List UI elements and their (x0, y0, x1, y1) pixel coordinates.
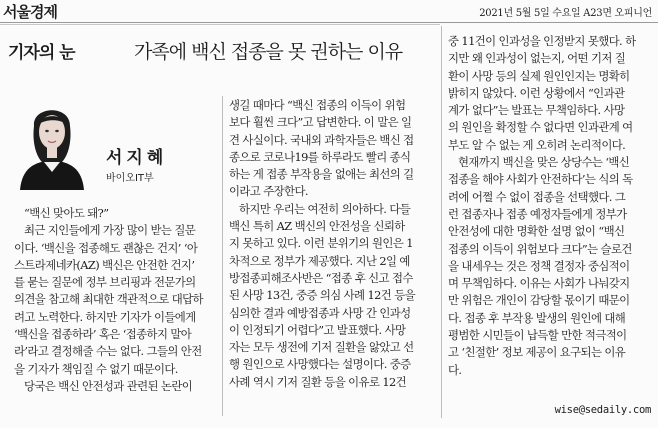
article-column-3 (448, 33, 651, 379)
text-line: 지만 왜 인과성이 없는지, 어떤 기저 질 (448, 51, 626, 66)
text-line: 런 접종자나 접종 예정자들에게 정부가 (448, 206, 627, 221)
text-line: 만 위험은 개인이 감당할 몫이기 때문이 (448, 293, 630, 308)
text-line: 을 내세우는 것은 정책 결정자 중심적이 (448, 258, 630, 273)
text-line: 라’라고 결정해줄 수는 없다. 그들의 안전 (14, 344, 202, 359)
text-line: 고 ‘친절한’ 정보 제공이 요구되는 이유 (448, 345, 626, 360)
reporter-email[interactable]: wise@sedaily.com (554, 404, 651, 416)
text-line: 의견을 참고해 최대한 객관적으로 대답하 (14, 292, 203, 307)
text-line: 려에 어쩔 수 없이 접종을 선택했다. 그 (448, 189, 626, 204)
issue-dateline: 2021년 5월 5일 수요일 A23면 오피니언 (479, 8, 652, 19)
text-line: 지 못하고 있다. 이런 분위기의 원인은 1 (229, 236, 413, 251)
text-line: 행 원인으로 사망했다는 설명이다. 중증 (229, 357, 411, 372)
text-line: 사례 역시 기저 질환 등을 이유로 12건 (229, 374, 407, 389)
text-line: 접종을 해야 사회가 안전하다’는 식의 독 (448, 172, 633, 187)
text-line: 현재까지 백신을 맞은 상당수는 ‘백신 (458, 155, 630, 170)
article-column-2 (229, 97, 433, 391)
text-line: 차적으로 정부가 제공했다. 지난 2일 예 (229, 253, 410, 268)
text-line: 를 묻는 질문에 정부 브리핑과 전문가의 (14, 275, 196, 290)
text-line: 밝히지 않았다. 이런 상황에서 “인과관 (448, 85, 625, 100)
text-line: 다. (448, 362, 462, 377)
text-line: 환이 사망 등의 실제 원인인지는 명확히 (448, 68, 630, 83)
text-line: 스트라제네카(AZ) 백신은 안전한 건지’ (14, 257, 195, 272)
column-divider (441, 26, 442, 418)
text-line: 종으로 코로나19를 하루라도 빨리 종식 (229, 149, 411, 164)
column-label: 기자의 눈 (8, 43, 75, 63)
text-line: 최근 지인들에게 가장 많이 받는 질문 (24, 223, 196, 238)
text-line: 이라고 주장한다. (229, 184, 308, 199)
text-line: 접종의 이득이 위험보다 크다”는 슬로건 (448, 241, 632, 256)
text-line: 보다 훨씬 크다”고 답변한다. 이 말은 일 (229, 115, 412, 130)
text-line: 심의한 결과 예방접종과 사망 간 인과성 (229, 305, 411, 320)
masthead (0, 0, 658, 23)
text-line: 생길 때마다 “백신 접종의 이득이 위험 (229, 98, 406, 112)
text-line: 부도 알 수 없는 게 오히려 논리적이다. (448, 137, 626, 152)
text-line: 이 인정되기 어렵다”고 발표했다. 사망 (229, 322, 406, 337)
text-line: 의 원인을 확정할 수 없다면 인과관계 여 (448, 120, 633, 135)
text-line: 된 사망 13건, 중증 의심 사례 12건 등을 (229, 288, 415, 303)
text-line: 자는 모두 생전에 기저 질환을 앓았고 선 (229, 340, 414, 355)
text-line: 백신 특히 AZ 백신의 안전성을 신뢰하 (229, 219, 405, 234)
text-line: 하는 게 접종 부작용을 없애는 최선의 길 (229, 167, 414, 182)
masthead-rule (0, 24, 440, 25)
text-line: 방접종피해조사반은 “접종 후 신고 접수 (229, 270, 413, 285)
reporter-department: 바이오IT부 (106, 173, 154, 184)
text-line: 계가 없다”는 발표는 무책임하다. 사망 (448, 103, 625, 118)
text-line: “백신 맞아도 돼?” (24, 206, 109, 220)
article-headline: 가족에 백신 접종을 못 권하는 이유 (134, 41, 403, 63)
text-line: 며 무책임하다. 이유는 사회가 나눠갖지 (448, 276, 630, 291)
text-line: 다. 접종 후 부작용 발생의 원인에 대해 (448, 310, 626, 325)
text-line: 려고 노력한다. 하지만 기자가 이들에게 (14, 309, 196, 324)
text-line: 이다. ‘백신을 접종해도 괜찮은 건지’ ‘아 (14, 240, 198, 255)
text-line: 당국은 백신 안전성과 관련된 논란이 (24, 378, 193, 393)
text-line: 안전성에 대한 명확한 설명 없이 “백신 (448, 224, 625, 239)
text-line: 중 11건이 인과성을 인정받지 못했다. 하 (448, 34, 636, 48)
newspaper-brand: 서울경제 (3, 3, 57, 21)
text-line: 을 기자가 책임질 수 없기 때문이다. (14, 361, 178, 376)
article-column-1 (14, 205, 216, 395)
text-line: 하지만 우리는 여전히 의아하다. 다들 (239, 201, 411, 216)
reporter-photo (10, 96, 94, 190)
reporter-name: 서지혜 (106, 148, 168, 168)
text-line: 견 사실이다. 국내외 과학자들은 백신 접 (229, 132, 414, 147)
text-line: 평범한 시민들이 납득할 만한 적극적이 (448, 328, 627, 343)
column-divider (222, 96, 223, 416)
text-line: ‘백신을 접종하라’ 혹은 ‘접종하지 말아 (14, 327, 192, 342)
